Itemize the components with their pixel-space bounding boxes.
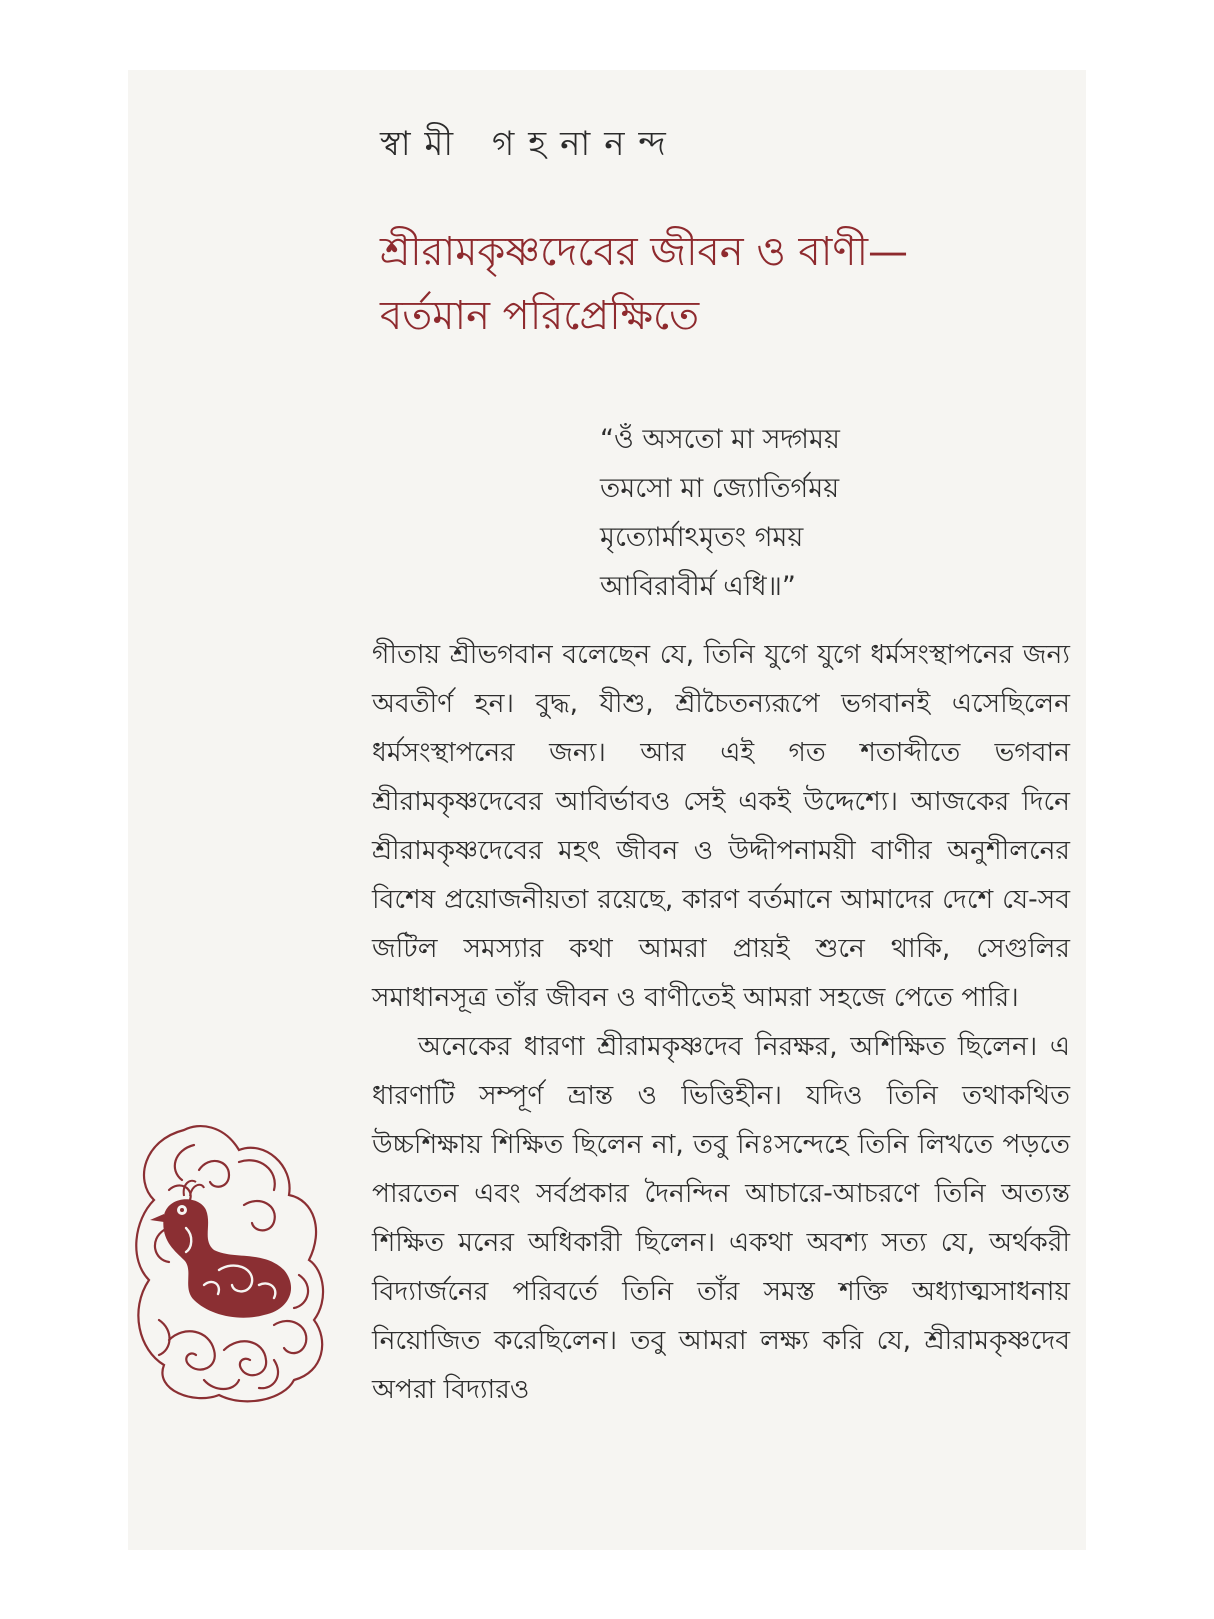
- verse-line: মৃত্যোর্মাঽমৃতং গময়: [600, 522, 804, 553]
- chapter-title-line-1: শ্রীরামকৃষ্ণদেবের জীবন ও বাণী—: [380, 229, 909, 275]
- paragraph-1: গীতায় শ্রীভগবান বলেছেন যে, তিনি যুগে যুগে ধর্মসংস্থাপনের জন্য অবতীর্ণ হন। বুদ্ধ, যীশু, শ্রীচৈতন্যরূপে ভগবানই এসেছিলেন ধর্মসংস্থাপনের জন্য। আর এই গত শতাব্দীতে ভগবান শ্রীরামকৃষ্ণদেবের আবির্ভাবও সেই একই উদ্দেশ্যে। আজকের দিনে শ্রীরামকৃষ্ণদেবের মহৎ জীবন ও উদ্দীপনাময়ী বাণীর অনুশীলনের বিশেষ প্রয়োজনীয়তা রয়েছে, কারণ বর্তমানে আমাদের দেশে যে-সব জটিল সমস্যার কথা আমরা প্রায়ই শুনে থাকি, সেগুলির সমাধানসূত্র তাঁর জীবন ও বাণীতেই আমরা সহজে পেতে পারি।: [372, 639, 1070, 1013]
- verse-line: আবিরাবীর্ম এধি॥”: [600, 571, 796, 602]
- author-name: স্বামী গহনানন্দ: [380, 124, 680, 164]
- peacock-ornament-illustration: [124, 1110, 334, 1410]
- body-text: [372, 630, 1070, 1414]
- chapter-title-line-2: বর্তমান পরিপ্রেক্ষিতে: [380, 293, 700, 339]
- verse-line: তমসো মা জ্যোতির্গময়: [600, 473, 840, 504]
- paragraph-2: অনেকের ধারণা শ্রীরামকৃষ্ণদেব নিরক্ষর, অশিক্ষিত ছিলেন। এ ধারণাটি সম্পূর্ণ ভ্রান্ত ও ভিত্তিহীন। যদিও তিনি তথাকথিত উচ্চশিক্ষায় শিক্ষিত ছিলেন না, তবু নিঃসন্দেহে তিনি লিখতে পড়তে পারতেন এবং সর্বপ্রকার দৈনন্দিন আচারে-আচরণে তিনি অত্যন্ত শিক্ষিত মনের অধিকারী ছিলেন। একথা অবশ্য সত্য যে, অর্থকরী বিদ্যার্জনের পরিবর্তে তিনি তাঁর সমস্ত শক্তি অধ্যাত্মসাধনায় নিয়োজিত করেছিলেন। তবু আমরা লক্ষ্য করি যে, শ্রীরামকৃষ্ণদেব অপরা বিদ্যারও: [372, 1031, 1070, 1405]
- chapter-title: [380, 220, 1080, 348]
- epigraph-verse: [600, 415, 840, 611]
- verse-line: “ওঁ অসতো মা সদ্গময়: [600, 424, 840, 455]
